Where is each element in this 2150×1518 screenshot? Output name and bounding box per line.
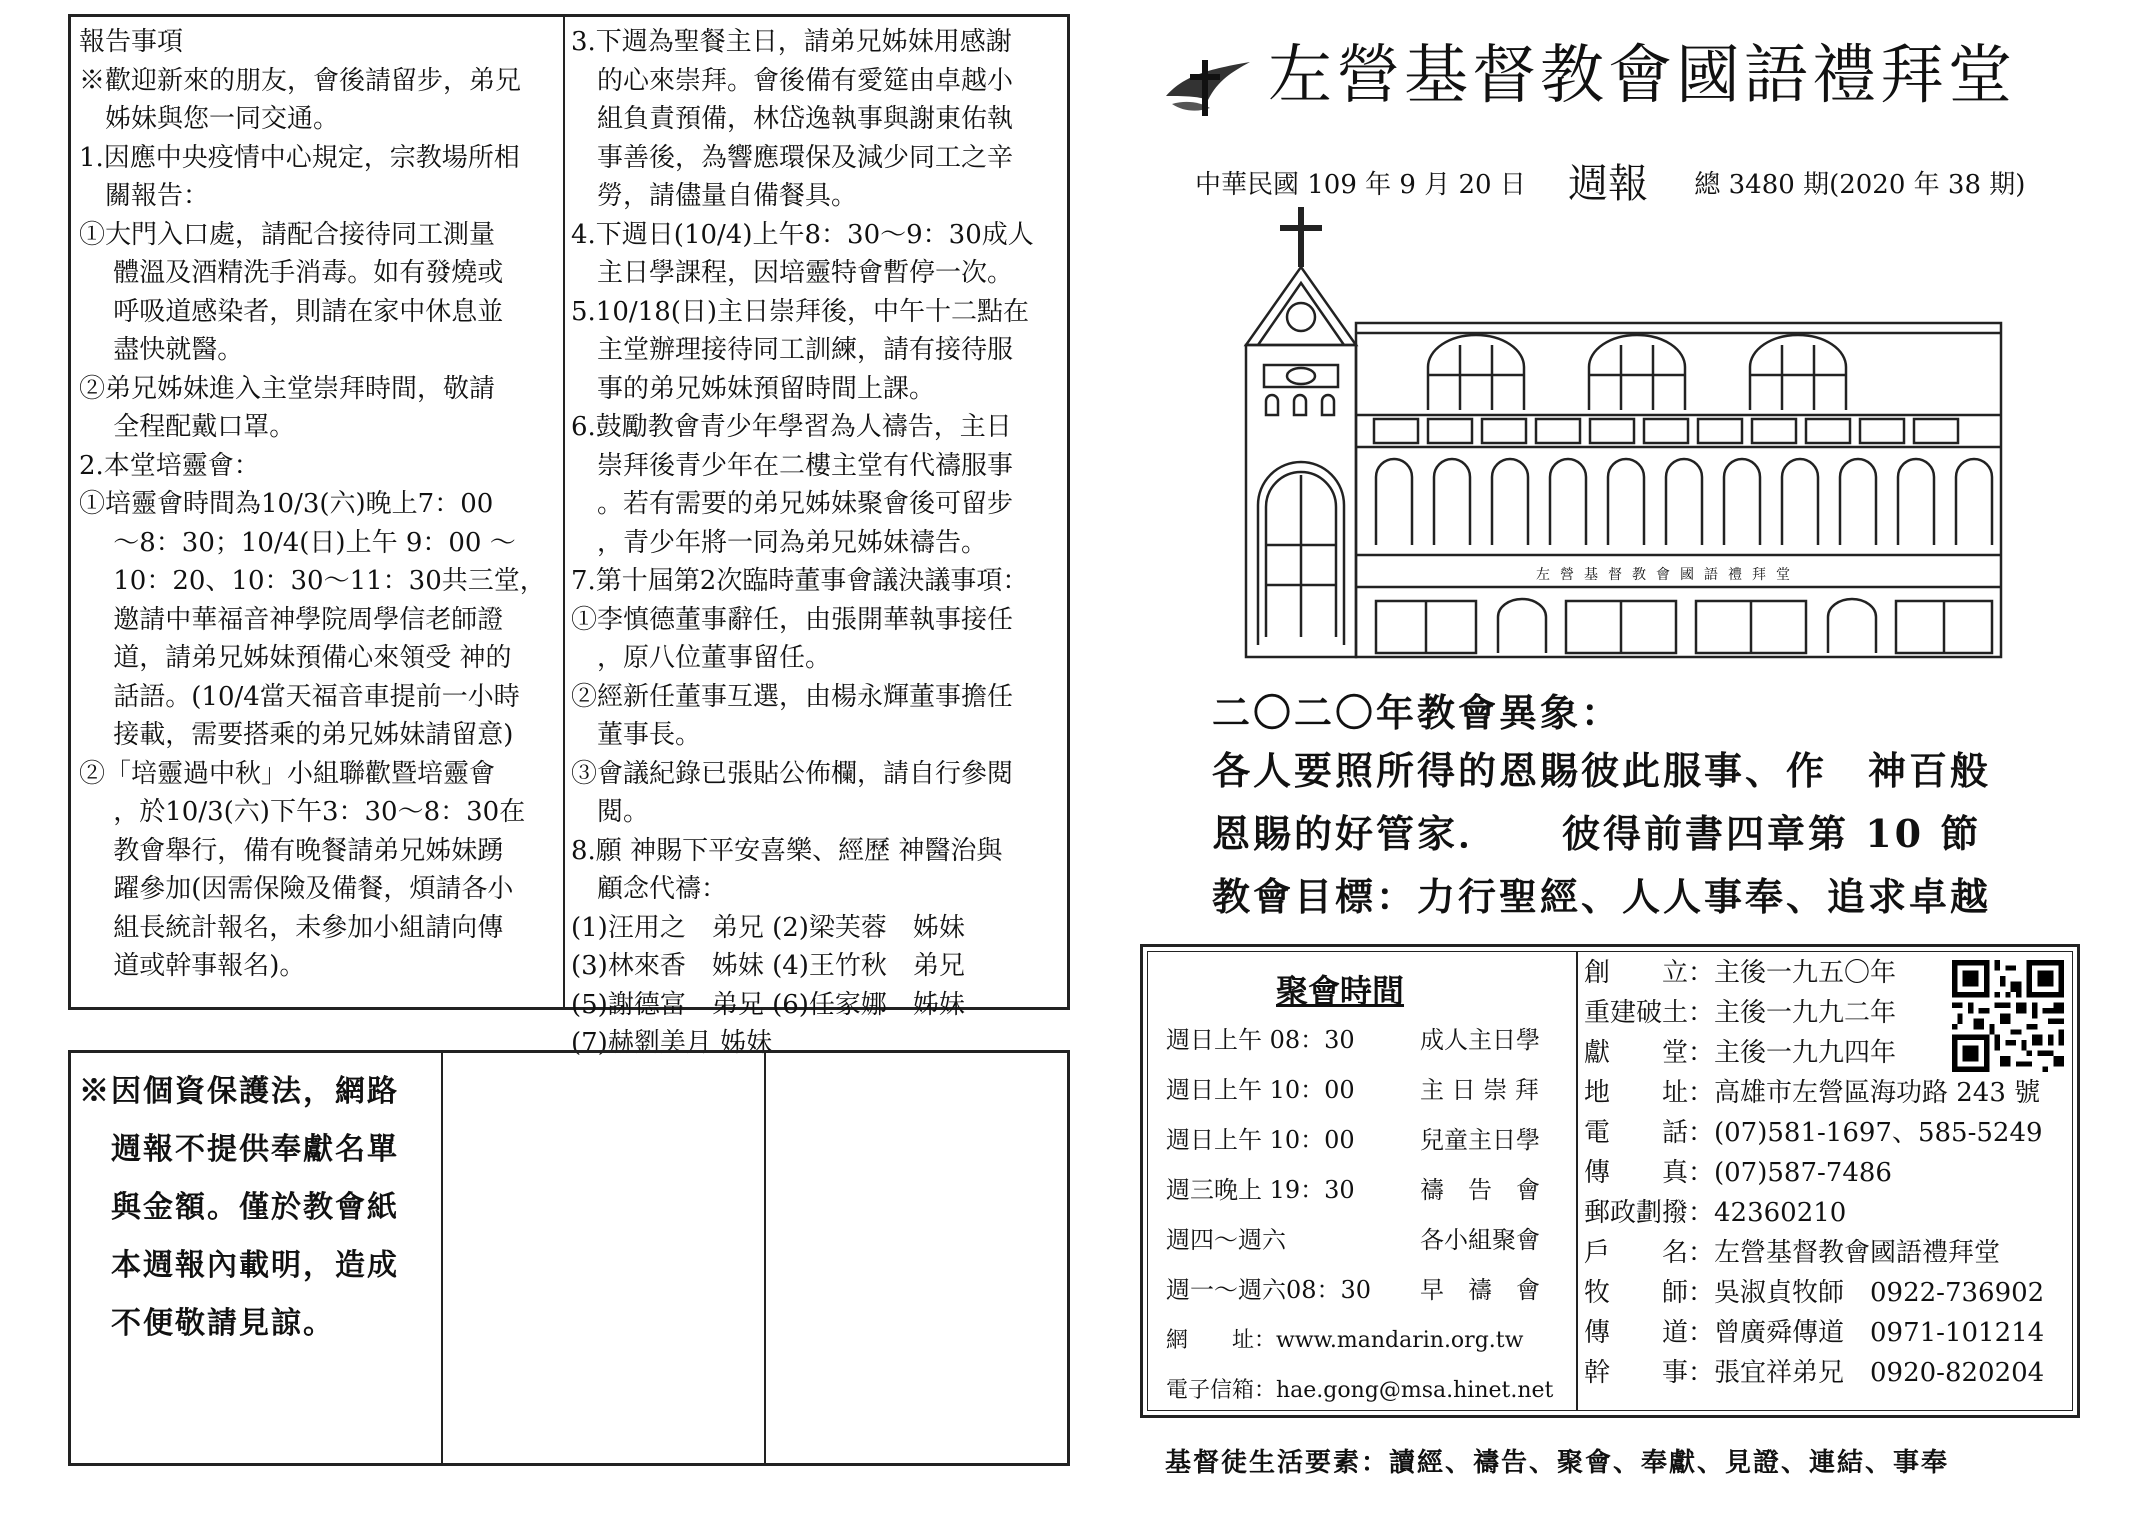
announcement-line: 姊妹與您一同交通。 xyxy=(79,104,340,134)
founded: 創 立：主後一九五〇年 xyxy=(1584,958,1897,988)
preacher: 傳 道：曾廣舜傳道 0971-101214 xyxy=(1584,1318,2045,1348)
announcement-line: 主堂辦理接待同工訓練，請有接待服 xyxy=(571,335,1014,365)
meeting-time: 週日上午 10：00 xyxy=(1166,1076,1355,1104)
meeting-time: 週三晚上 19：30 xyxy=(1166,1176,1355,1204)
info-divider xyxy=(1576,952,1578,1410)
qr-code-icon xyxy=(1952,960,2064,1072)
announcement-line: 組負責預備，林岱逸執事與謝東佑執 xyxy=(571,104,1014,134)
dedication: 獻 堂：主後一九九四年 xyxy=(1584,1038,1897,1068)
announcement-line: 7.第十屆第2次臨時董事會議決議事項： xyxy=(571,566,1029,596)
announcement-line: 全程配戴口罩。 xyxy=(79,412,296,442)
announcement-line: 5.10/18(日)主日崇拜後，中午十二點在 xyxy=(571,296,1030,327)
announcement-line: ①李慎德董事辭任，由張開華執事接任 xyxy=(571,604,1014,635)
christian-life-essentials: 基督徒生活要素：讀經、禱告、聚會、奉獻、見證、連結、事奉 xyxy=(1165,1448,1950,1478)
announcement-line: ①培靈會時間為10/3(六)晚上7：00 xyxy=(79,489,494,519)
meeting-time: 週日上午 08：30 xyxy=(1166,1026,1355,1054)
announcement-line: 2.本堂培靈會： xyxy=(79,450,260,481)
announcement-line: 道或幹事報名)。 xyxy=(79,951,306,981)
announcement-line: 8.願 神賜下平安喜樂、經歷 神醫治與 xyxy=(571,835,1003,866)
announcement-line: (7)赫劉美月 姊妹 xyxy=(571,1028,773,1058)
announcement-line: 關報告： xyxy=(79,181,210,211)
announcement-line: 的心來崇拜。會後備有愛筵由卓越小 xyxy=(571,65,1014,96)
church-building-illustration xyxy=(1236,205,2006,660)
announcement-line: ②弟兄姊妹進入主堂崇拜時間，敬請 xyxy=(79,373,496,404)
secretary: 幹 事：張宜祥弟兄 0920-820204 xyxy=(1584,1358,2045,1388)
announcement-line: 勞，請儘量自備餐具。 xyxy=(571,181,858,211)
meeting-time: 週四～週六 xyxy=(1166,1226,1286,1254)
notice-line: 本週報內載明，造成 xyxy=(79,1248,399,1283)
offering-notice-box xyxy=(68,1050,1070,1466)
announcement-line: 1.因應中央疫情中心規定，宗教場所相 xyxy=(79,142,520,173)
announcement-line: (5)謝德富 弟兄 (6)任家娜 姊妹 xyxy=(571,989,965,1020)
empty-cell xyxy=(443,1053,766,1463)
announcement-line: ※歡迎新來的朋友，會後請留步，弟兄 xyxy=(79,65,522,96)
announcement-line: 崇拜後青少年在二樓主堂有代禱服事 xyxy=(571,450,1014,481)
announcement-line: 主日學課程，因培靈特會暫停一次。 xyxy=(571,258,1014,288)
announcements-right-column xyxy=(565,17,1067,1058)
announcement-line: 躍參加(因需保險及備餐，煩請各小 xyxy=(79,874,514,904)
meeting-name: 兒童主日學 xyxy=(1420,1126,1540,1154)
groundbreaking: 重建破土：主後一九九二年 xyxy=(1584,998,1897,1028)
meeting-times-title: 聚會時間 xyxy=(1276,972,1405,1010)
empty-cell xyxy=(766,1053,1067,1463)
notice-line: 週報不提供奉獻名單 xyxy=(79,1132,399,1167)
issue-date: 中華民國 109 年 9 月 20 日 xyxy=(1195,170,1526,200)
issue-dateline xyxy=(1195,152,2025,209)
announcement-line: ③會議紀錄已張貼公佈欄，請自行參閱 xyxy=(571,758,1014,789)
church-info-box xyxy=(1140,944,2080,1418)
announcement-line: 體溫及酒精洗手消毒。如有發燒或 xyxy=(79,258,504,288)
meeting-time: 週一～週六08：30 xyxy=(1166,1276,1372,1304)
notice-line: ※因個資保護法，網路 xyxy=(79,1074,399,1109)
phone: 電 話：(07)581-1697、585-5249 xyxy=(1584,1118,2043,1148)
meeting-name: 主 日 崇 拜 xyxy=(1420,1076,1539,1104)
vision-heading: 二〇二〇年教會異象： xyxy=(1212,690,1623,735)
announcement-line: 呼吸道感染者，則請在家中休息並 xyxy=(79,296,504,327)
announcements-box xyxy=(68,14,1070,1058)
announcement-line: 報告事項 xyxy=(79,27,184,57)
vision-verse-line2: 恩賜的好管家． 彼得前書四章第 10 節 xyxy=(1212,811,1982,856)
meeting-name: 禱 告 會 xyxy=(1420,1176,1540,1204)
announcement-line: 道，請弟兄姊妹預備心來領受 神的 xyxy=(79,643,512,673)
announcement-line: 組長統計報名，未參加小組請向傳 xyxy=(79,912,504,943)
vision-verse-line1: 各人要照所得的恩賜彼此服事、作 神百般 xyxy=(1212,748,1992,793)
pastor: 牧 師：吳淑貞牧師 0922-736902 xyxy=(1584,1278,2045,1308)
building-sign: 左營基督教會國語禮拜堂 xyxy=(1536,567,1800,583)
announcement-line: ①大門入口處，請配合接待同工測量 xyxy=(79,219,496,250)
announcement-line: 6.鼓勵教會青少年學習為人禱告，主日 xyxy=(571,412,1012,442)
announcement-line: 。若有需要的弟兄姊妹聚會後可留步 xyxy=(571,489,1014,519)
church-goal: 教會目標：力行聖經、人人事奉、追求卓越 xyxy=(1212,874,1992,919)
meeting-name: 早 禱 會 xyxy=(1420,1276,1540,1304)
announcement-line: 4.下週日(10/4)上午8：30～9：30成人 xyxy=(571,219,1034,250)
fax: 傳 真：(07)587-7486 xyxy=(1584,1158,1892,1188)
issue-number: 總 3480 期(2020 年 38 期) xyxy=(1694,170,2026,200)
meeting-name: 各小組聚會 xyxy=(1420,1226,1540,1254)
address: 地 址：高雄市左營區海功路 243 號 xyxy=(1584,1078,2041,1108)
announcement-line: ②「培靈過中秋」小組聯歡暨培靈會 xyxy=(79,758,496,789)
announcement-line: 話語。(10/4當天福音車提前一小時 xyxy=(79,681,520,712)
announcement-line: ～8：30；10/4(日)上午 9：00 ～ xyxy=(79,527,516,558)
meeting-name: 成人主日學 xyxy=(1420,1026,1540,1054)
announcement-line: 事的弟兄姊妹預留時間上課。 xyxy=(571,373,936,404)
announcement-line: 10：20、10：30～11：30共三堂， xyxy=(79,566,546,596)
announcement-line: 教會舉行，備有晚餐請弟兄姊妹踴 xyxy=(79,835,504,866)
church-logo-icon xyxy=(1162,56,1254,120)
email: 電子信箱：hae.gong@msa.hinet.net xyxy=(1166,1378,1554,1403)
postal-account: 郵政劃撥：42360210 xyxy=(1584,1198,1847,1228)
announcement-line: 盡快就醫。 xyxy=(79,335,244,365)
announcement-line: (1)汪用之 弟兄 (2)梁芙蓉 姊妹 xyxy=(571,912,965,943)
church-name: 左營基督教會國語禮拜堂 xyxy=(1268,39,2016,113)
notice-line: 與金額。僅於教會紙 xyxy=(79,1190,399,1225)
announcement-line: 顧念代禱： xyxy=(571,874,728,904)
announcement-line: 事善後，為響應環保及減少同工之辛 xyxy=(571,142,1014,173)
announcement-line: 接載，需要搭乘的弟兄姊妹請留意) xyxy=(79,720,514,750)
website: 網 址：www.mandarin.org.tw xyxy=(1166,1328,1524,1353)
announcements-left-column xyxy=(71,17,565,1007)
announcement-line: ，青少年將一同為弟兄姊妹禱告。 xyxy=(571,527,988,558)
announcement-line: (3)林來香 姊妹 (4)王竹秋 弟兄 xyxy=(571,951,965,981)
notice-line: 不便敬請見諒。 xyxy=(79,1306,335,1341)
announcement-line: 董事長。 xyxy=(571,720,702,750)
announcement-line: ，原八位董事留任。 xyxy=(571,643,832,673)
bulletin-title: 週報 xyxy=(1568,161,1649,207)
notice-cell xyxy=(71,1053,443,1463)
announcement-line: ②經新任董事互選，由楊永輝董事擔任 xyxy=(571,681,1014,712)
announcement-line: 閱。 xyxy=(571,797,650,827)
meeting-time: 週日上午 10：00 xyxy=(1166,1126,1355,1154)
announcement-line: 3.下週為聖餐主日，請弟兄姊妹用感謝 xyxy=(571,27,1012,57)
announcement-line: ，於10/3(六)下午3：30～8：30在 xyxy=(79,797,526,827)
announcement-line: 邀請中華福音神學院周學信老師證 xyxy=(79,604,504,635)
info-inner-frame xyxy=(1147,951,2073,1411)
account-name: 戶 名：左營基督教會國語禮拜堂 xyxy=(1584,1238,2001,1268)
